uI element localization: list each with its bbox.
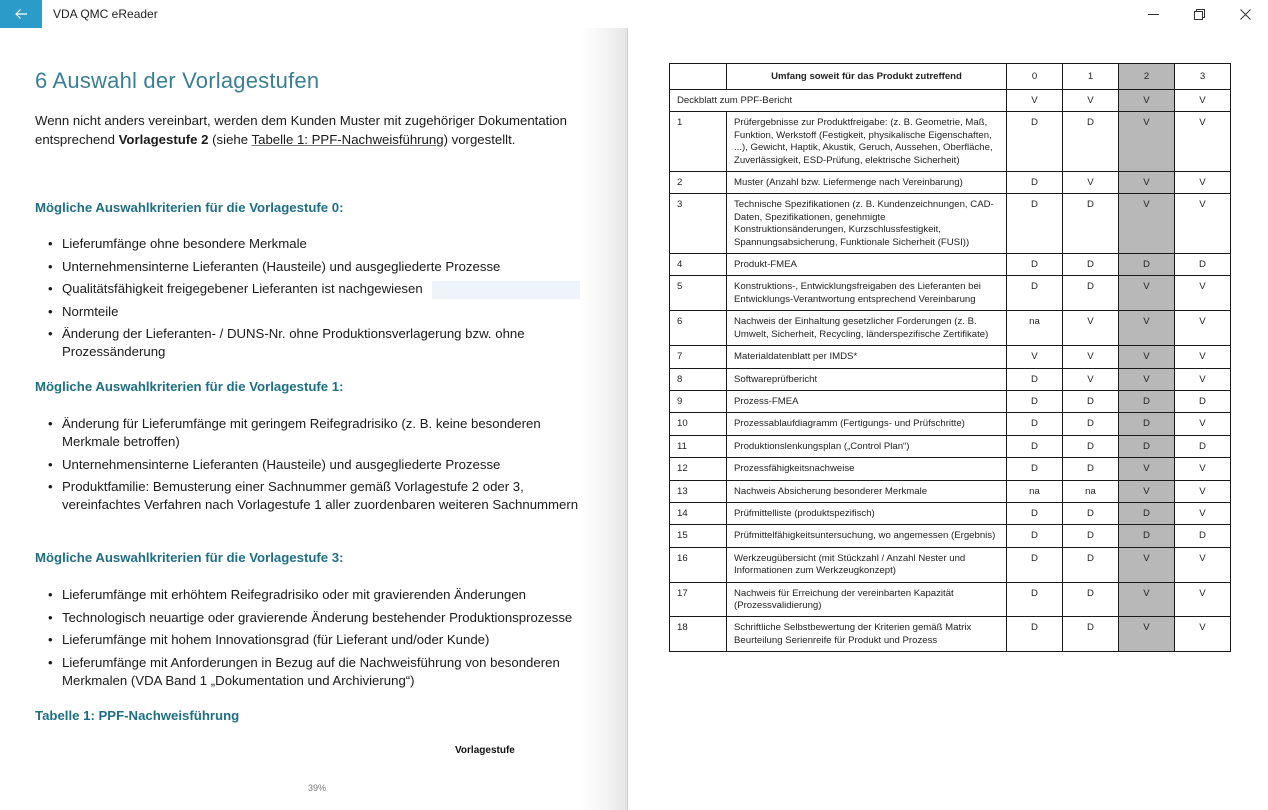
cell-level-0: D [1007, 525, 1063, 547]
row-number: 13 [670, 480, 727, 502]
cell-level-2: V [1119, 90, 1175, 112]
cell-level-2: V [1119, 458, 1175, 480]
table-header-row [670, 64, 1231, 90]
row-description: Nachweis für Erreichung der vereinbarten Kapazität (Prozessvalidierung) [727, 582, 1007, 617]
row-number: 17 [670, 582, 727, 617]
row-number: 18 [670, 617, 727, 652]
cell-level-3: V [1175, 582, 1231, 617]
cell-level-2: V [1119, 346, 1175, 368]
cell-level-0: D [1007, 390, 1063, 412]
title-bar [0, 0, 1268, 28]
cell-level-3: V [1175, 172, 1231, 194]
chapter-title: 6 Auswahl der Vorlagestufen [35, 68, 320, 93]
row-description: Schriftliche Selbstbewertung der Kriterien gemäß Matrix Beurteilung Serienreife für Produkt und Prozess [727, 617, 1007, 652]
row-number: 5 [670, 276, 727, 311]
row-description: Konstruktions-, Entwicklungsfreigaben des Lieferanten bei Entwicklungs-Verantwortung entsprechend Vereinbarung [727, 276, 1007, 311]
criteria-heading-level-0: Mögliche Auswahlkriterien für die Vorlagestufe 0: [35, 200, 344, 215]
level-column-label: Vorlagestufe [455, 745, 515, 756]
cell-level-1: D [1063, 582, 1119, 617]
table-header-level-1: 1 [1063, 64, 1119, 90]
cell-level-0: V [1007, 90, 1063, 112]
cell-level-1: D [1063, 194, 1119, 254]
cell-level-0: D [1007, 458, 1063, 480]
row-description: Produktionslenkungsplan („Control Plan“) [727, 435, 1007, 457]
cell-level-1: D [1063, 547, 1119, 582]
cell-level-3: D [1175, 390, 1231, 412]
table-row [670, 311, 1231, 346]
table-row [670, 390, 1231, 412]
cell-level-0: D [1007, 413, 1063, 435]
cell-level-3: V [1175, 502, 1231, 524]
table-row [670, 547, 1231, 582]
minimize-button[interactable] [1130, 0, 1176, 28]
cell-level-3: V [1175, 368, 1231, 390]
cell-level-2: D [1119, 254, 1175, 276]
cell-level-1: V [1063, 172, 1119, 194]
row-description: Prüfergebnisse zur Produktfreigabe: (z. B. Geometrie, Maß, Funktion, Werkstoff (Festigkeit, physikalische Eigenschaften, ...), Gewicht, Haptik, Akustik, Geruch, Aussehen, Oberfläche, Zuverlässigkeit, ESD-Prüfung, elektrische Sicherheit) [727, 112, 1007, 172]
cell-level-0: D [1007, 368, 1063, 390]
row-number: 15 [670, 525, 727, 547]
cell-level-3: V [1175, 547, 1231, 582]
row-description: Technische Spezifikationen (z. B. Kundenzeichnungen, CAD-Daten, Spezifikationen, genehmigte Konstruktionsänderungen, Kurzschlussfestigkeit, Spannungsabsicherung, Funktionale Sicherheit (FUSI)) [727, 194, 1007, 254]
cell-level-3: V [1175, 194, 1231, 254]
cell-level-0: V [1007, 346, 1063, 368]
cell-level-2: V [1119, 368, 1175, 390]
cell-level-2: V [1119, 582, 1175, 617]
cell-level-2: V [1119, 617, 1175, 652]
restore-button[interactable] [1176, 0, 1222, 28]
table-row [670, 276, 1231, 311]
cell-level-3: V [1175, 311, 1231, 346]
cell-level-2: V [1119, 172, 1175, 194]
row-description: Prozessablaufdiagramm (Fertigungs- und Prüfschritte) [727, 413, 1007, 435]
criteria-list-level-0 [48, 235, 588, 366]
row-description: Produkt-FMEA [727, 254, 1007, 276]
table-row [670, 480, 1231, 502]
cell-level-0: D [1007, 435, 1063, 457]
row-description: Prozess-FMEA [727, 390, 1007, 412]
cell-level-2: D [1119, 413, 1175, 435]
cell-level-2: D [1119, 390, 1175, 412]
cell-level-0: D [1007, 582, 1063, 617]
cell-level-1: D [1063, 435, 1119, 457]
table-row [670, 112, 1231, 172]
table-row [670, 194, 1231, 254]
table-row [670, 435, 1231, 457]
cell-level-3: D [1175, 254, 1231, 276]
list-item: • Lieferumfänge mit erhöhtem Reifegradrisiko oder mit gravierenden Änderungen [48, 586, 588, 604]
cell-level-0: D [1007, 112, 1063, 172]
list-item: • Änderung für Lieferumfänge mit geringem Reifegradrisiko (z. B. keine besonderen Merkmale betroffen) [48, 415, 588, 451]
cell-level-2: V [1119, 311, 1175, 346]
table-row-cover [670, 90, 1231, 112]
row-number: 12 [670, 458, 727, 480]
table-header-level-2: 2 [1119, 64, 1175, 90]
cell-level-1: D [1063, 390, 1119, 412]
cell-level-1: V [1063, 311, 1119, 346]
cell-level-1: V [1063, 90, 1119, 112]
row-number: 14 [670, 502, 727, 524]
row-number: 7 [670, 346, 727, 368]
cell-level-3: V [1175, 276, 1231, 311]
cover-label: Deckblatt zum PPF-Bericht [670, 90, 1007, 112]
list-item: • Lieferumfänge ohne besondere Merkmale [48, 235, 588, 253]
cell-level-1: D [1063, 617, 1119, 652]
cell-level-1: D [1063, 112, 1119, 172]
row-description: Nachweis Absicherung besonderer Merkmale [727, 480, 1007, 502]
cell-level-0: D [1007, 547, 1063, 582]
table-header-level-0: 0 [1007, 64, 1063, 90]
cell-level-2: V [1119, 480, 1175, 502]
cell-level-0: D [1007, 172, 1063, 194]
row-description: Nachweis der Einhaltung gesetzlicher Forderungen (z. B. Umwelt, Sicherheit, Recycling, länderspezifische Zertifikate) [727, 311, 1007, 346]
list-item: • Produktfamilie: Bemusterung einer Sachnummer gemäß Vorlagestufe 2 oder 3, vereinfachtes Verfahren nach Vorlagestufe 1 aller zuordenbaren weiteren Sachnummern [48, 478, 588, 514]
row-number: 10 [670, 413, 727, 435]
row-number: 8 [670, 368, 727, 390]
window-controls [1130, 0, 1268, 28]
list-item: • Lieferumfänge mit Anforderungen in Bezug auf die Nachweisführung von besonderen Merkmalen (VDA Band 1 „Dokumentation und Archivierung“) [48, 654, 588, 690]
criteria-heading-level-1: Mögliche Auswahlkriterien für die Vorlagestufe 1: [35, 379, 344, 394]
close-button[interactable] [1222, 0, 1268, 28]
cell-level-2: V [1119, 547, 1175, 582]
row-number: 11 [670, 435, 727, 457]
table-row [670, 582, 1231, 617]
table-row [670, 525, 1231, 547]
cell-level-1: D [1063, 502, 1119, 524]
cell-level-2: D [1119, 435, 1175, 457]
cell-level-3: V [1175, 480, 1231, 502]
cell-level-1: na [1063, 480, 1119, 502]
reading-progress: 39% [308, 783, 327, 793]
table-row [670, 458, 1231, 480]
row-number: 2 [670, 172, 727, 194]
list-item: • Normteile [48, 303, 588, 321]
ppf-table [669, 63, 1231, 652]
cell-level-0: D [1007, 194, 1063, 254]
cell-level-3: V [1175, 413, 1231, 435]
cell-level-3: D [1175, 525, 1231, 547]
row-number: 3 [670, 194, 727, 254]
criteria-heading-level-3: Mögliche Auswahlkriterien für die Vorlagestufe 3: [35, 550, 344, 565]
cell-level-1: D [1063, 413, 1119, 435]
cell-level-1: D [1063, 276, 1119, 311]
cell-level-1: D [1063, 458, 1119, 480]
row-number: 9 [670, 390, 727, 412]
row-description: Prüfmittelliste (produktspezifisch) [727, 502, 1007, 524]
list-item: • Unternehmensinterne Lieferanten (Hausteile) und ausgegliederte Prozesse [48, 258, 588, 276]
cell-level-0: na [1007, 480, 1063, 502]
cell-level-3: D [1175, 435, 1231, 457]
cell-level-3: V [1175, 346, 1231, 368]
table-row [670, 617, 1231, 652]
intro-text: ) vorgestellt. [443, 132, 516, 147]
row-description: Prüfmittelfähigkeitsuntersuchung, wo angemessen (Ergebnis) [727, 525, 1007, 547]
left-page [0, 28, 600, 810]
cell-level-2: D [1119, 525, 1175, 547]
cell-level-0: na [1007, 311, 1063, 346]
row-description: Werkzeugübersicht (mit Stückzahl / Anzahl Nester und Informationen zum Werkzeugkonzept) [727, 547, 1007, 582]
table-header-cell [670, 64, 727, 90]
cell-level-1: D [1063, 254, 1119, 276]
cell-level-0: D [1007, 276, 1063, 311]
intro-text: (siehe [208, 132, 252, 147]
cell-level-3: V [1175, 90, 1231, 112]
list-item: • Technologisch neuartige oder gravierende Änderung bestehender Produktionsprozesse [48, 609, 588, 627]
row-description: Softwareprüfbericht [727, 368, 1007, 390]
list-item: • Änderung der Lieferanten- / DUNS-Nr. ohne Produktionsverlagerung bzw. ohne Prozessänderung [48, 325, 588, 361]
cell-level-2: V [1119, 112, 1175, 172]
cell-level-2: V [1119, 194, 1175, 254]
table-header-level-3: 3 [1175, 64, 1231, 90]
back-button[interactable] [0, 0, 42, 28]
app-title: VDA QMC eReader [53, 7, 158, 21]
cell-level-1: V [1063, 346, 1119, 368]
row-number: 4 [670, 254, 727, 276]
table-header-scope: Umfang soweit für das Produkt zutreffend [727, 64, 1007, 90]
table-row [670, 502, 1231, 524]
table-row [670, 346, 1231, 368]
list-item: • Qualitätsfähigkeit freigegebener Lieferanten ist nachgewiesen [48, 280, 588, 298]
page-gutter-shadow [580, 28, 628, 810]
table-row [670, 368, 1231, 390]
list-item: • Lieferumfänge mit hohem Innovationsgrad (für Lieferant und/oder Kunde) [48, 631, 588, 649]
row-number: 16 [670, 547, 727, 582]
list-item: • Unternehmensinterne Lieferanten (Hausteile) und ausgegliederte Prozesse [48, 456, 588, 474]
criteria-list-level-1 [48, 415, 588, 519]
minimize-icon [1148, 9, 1159, 20]
cell-level-0: D [1007, 502, 1063, 524]
cell-level-1: V [1063, 368, 1119, 390]
cell-level-3: V [1175, 617, 1231, 652]
cell-level-3: V [1175, 112, 1231, 172]
restore-icon [1194, 9, 1205, 20]
row-number: 1 [670, 112, 727, 172]
right-page [628, 28, 1268, 810]
cell-level-0: D [1007, 254, 1063, 276]
arrow-left-icon [14, 7, 28, 21]
cell-level-0: D [1007, 617, 1063, 652]
table-reference-link[interactable]: Tabelle 1: PPF-Nachweisführung [251, 132, 444, 147]
table-caption: Tabelle 1: PPF-Nachweisführung [35, 708, 240, 723]
cell-level-1: D [1063, 525, 1119, 547]
intro-bold-level: Vorlagestufe 2 [118, 132, 209, 147]
row-number: 6 [670, 311, 727, 346]
table-row [670, 254, 1231, 276]
intro-paragraph [35, 111, 580, 149]
row-description: Materialdatenblatt per IMDS* [727, 346, 1007, 368]
cell-level-2: D [1119, 502, 1175, 524]
cell-level-3: V [1175, 458, 1231, 480]
close-icon [1240, 9, 1251, 20]
cell-level-2: V [1119, 276, 1175, 311]
criteria-list-level-3 [48, 586, 588, 694]
row-description: Muster (Anzahl bzw. Liefermenge nach Vereinbarung) [727, 172, 1007, 194]
table-row [670, 413, 1231, 435]
table-row [670, 172, 1231, 194]
row-description: Prozessfähigkeitsnachweise [727, 458, 1007, 480]
intro-text: Wenn nicht anders vereinbart, werden dem Kunden Muster mit zugehöriger Dokumentation entsprechend [35, 113, 567, 147]
